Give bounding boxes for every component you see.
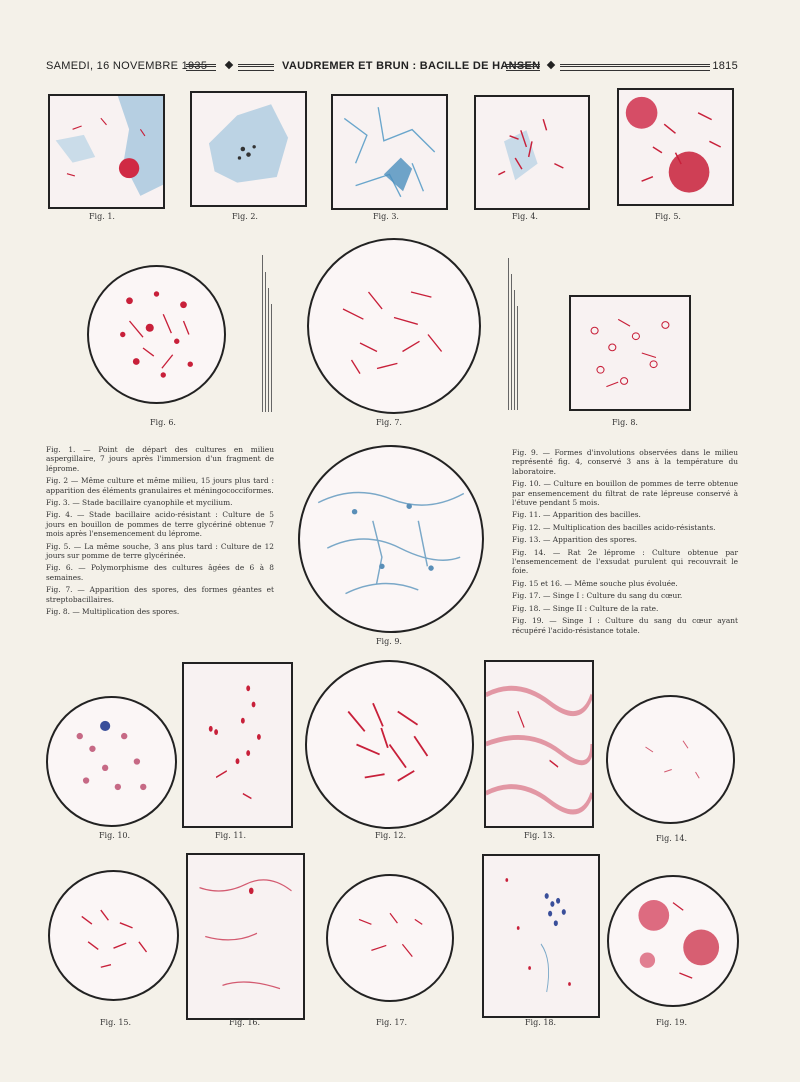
legend-item: Fig. 2 — Même culture et même milieu, 15 jours plus tard : apparition des éléments granulaires et méningococciformes.: [46, 476, 274, 495]
legend-item: Fig. 8. — Multiplication des spores.: [46, 607, 180, 617]
header-rule: [186, 64, 216, 71]
decorative-bars: [508, 258, 522, 410]
legend-item: Fig. 12. — Multiplication des bacilles acido-résistants.: [512, 522, 716, 532]
header-rule: [238, 64, 274, 71]
caption-fig6: Fig. 6.: [150, 418, 176, 427]
caption-fig2: Fig. 2.: [232, 212, 258, 221]
legend-item: Fig. 10. — Culture en bouillon de pommes de terre obtenue par ensemencement du filtrat de rate lépreuse conservé à l'étuve pendant 5 mois.: [512, 479, 738, 508]
micrograph-fig3: [331, 94, 448, 210]
micrograph-fig15: [48, 870, 179, 1001]
micrograph-fig10: [46, 696, 177, 827]
caption-fig5: Fig. 5.: [655, 212, 681, 221]
caption-fig15: Fig. 15.: [100, 1018, 132, 1027]
decorative-bars: [262, 255, 276, 412]
caption-fig14: Fig. 14.: [656, 834, 688, 843]
micrograph-fig5: [617, 88, 734, 206]
caption-fig13: Fig. 13.: [524, 831, 556, 840]
legend-item: Fig. 17. — Singe I : Culture du sang du cœur.: [512, 591, 683, 601]
caption-fig3: Fig. 3.: [373, 212, 399, 221]
micrograph-fig6: [87, 265, 226, 404]
caption-fig1: Fig. 1.: [89, 212, 115, 221]
caption-fig9: Fig. 9.: [376, 637, 402, 646]
micrograph-fig14: [606, 695, 735, 824]
legend-item: Fig. 11. — Apparition des bacilles.: [512, 510, 641, 520]
caption-fig12: Fig. 12.: [375, 831, 407, 840]
micrograph-fig8: [569, 295, 691, 411]
caption-fig7: Fig. 7.: [376, 418, 402, 427]
caption-fig10: Fig. 10.: [99, 831, 131, 840]
legend-item: Fig. 19. — Singe I : Culture du sang du cœur ayant récupéré l'acido-résistance totale.: [512, 616, 738, 635]
legend-left: [46, 445, 274, 620]
legend-item: Fig. 13. — Apparition des spores.: [512, 535, 638, 545]
legend-right: [512, 448, 738, 638]
header-date: SAMEDI, 16 NOVEMBRE 1935: [46, 60, 208, 72]
micrograph-fig19: [607, 875, 739, 1007]
micrograph-fig4: [474, 95, 590, 210]
legend-item: Fig. 7. — Apparition des spores, des formes géantes et streptobacillaires.: [46, 585, 274, 604]
header-title: VAUDREMER ET BRUN : BACILLE DE HANSEN: [282, 60, 541, 72]
caption-fig16: Fig. 16.: [229, 1018, 261, 1027]
micrograph-fig18: [482, 854, 600, 1018]
micrograph-fig13: [484, 660, 594, 828]
legend-item: Fig. 5. — La même souche, 3 ans plus tard : Culture de 12 jours sur pomme de terre glycérinée.: [46, 541, 274, 561]
page-number: 1815: [712, 60, 738, 72]
legend-item: Fig. 4. — Stade bacillaire acido-résistant : Culture de 5 jours en bouillon de pommes de terre glycériné obtenue 7 mois après l'ensemencement du lépromе.: [46, 510, 274, 539]
legend-item: Fig. 9. — Formes d'involutions observées dans le milieu représenté fig. 4, conservé 3 ans à la température du laboratoire.: [512, 448, 738, 476]
micrograph-fig1: [48, 94, 165, 209]
legend-item: Fig. 1. — Point de départ des cultures en milieu aspergillaire, 7 jours après l'immersion d'un fragment de lépromе.: [46, 445, 274, 473]
legend-item: Fig. 14. — Rat 2e lépromе : Culture obtenue par l'ensemencement de l'exsudat purulent qui recouvrait le foie.: [512, 547, 738, 576]
micrograph-fig7: [307, 238, 481, 414]
caption-fig17: Fig. 17.: [376, 1018, 408, 1027]
legend-item: Fig. 15 et 16. — Même souche plus évoluée.: [512, 578, 678, 588]
micrograph-fig17: [326, 874, 454, 1002]
header-rule: [560, 64, 710, 71]
micrograph-fig12: [305, 660, 474, 829]
caption-fig8: Fig. 8.: [612, 418, 638, 427]
legend-item: Fig. 6. — Polymorphisme des cultures âgées de 6 à 8 semaines.: [46, 563, 274, 582]
caption-fig18: Fig. 18.: [525, 1018, 557, 1027]
micrograph-fig2: [190, 91, 307, 207]
micrograph-fig16: [186, 853, 305, 1020]
caption-fig19: Fig. 19.: [656, 1018, 688, 1027]
header-rule: [506, 64, 540, 71]
micrograph-fig11: [182, 662, 293, 828]
legend-item: Fig. 18. — Singe II : Culture de la rate.: [512, 603, 659, 613]
caption-fig11: Fig. 11.: [215, 831, 247, 840]
legend-item: Fig. 3. — Stade bacillaire cyanophile et mycilium.: [46, 498, 233, 508]
caption-fig4: Fig. 4.: [512, 212, 538, 221]
micrograph-fig9: [298, 445, 484, 633]
